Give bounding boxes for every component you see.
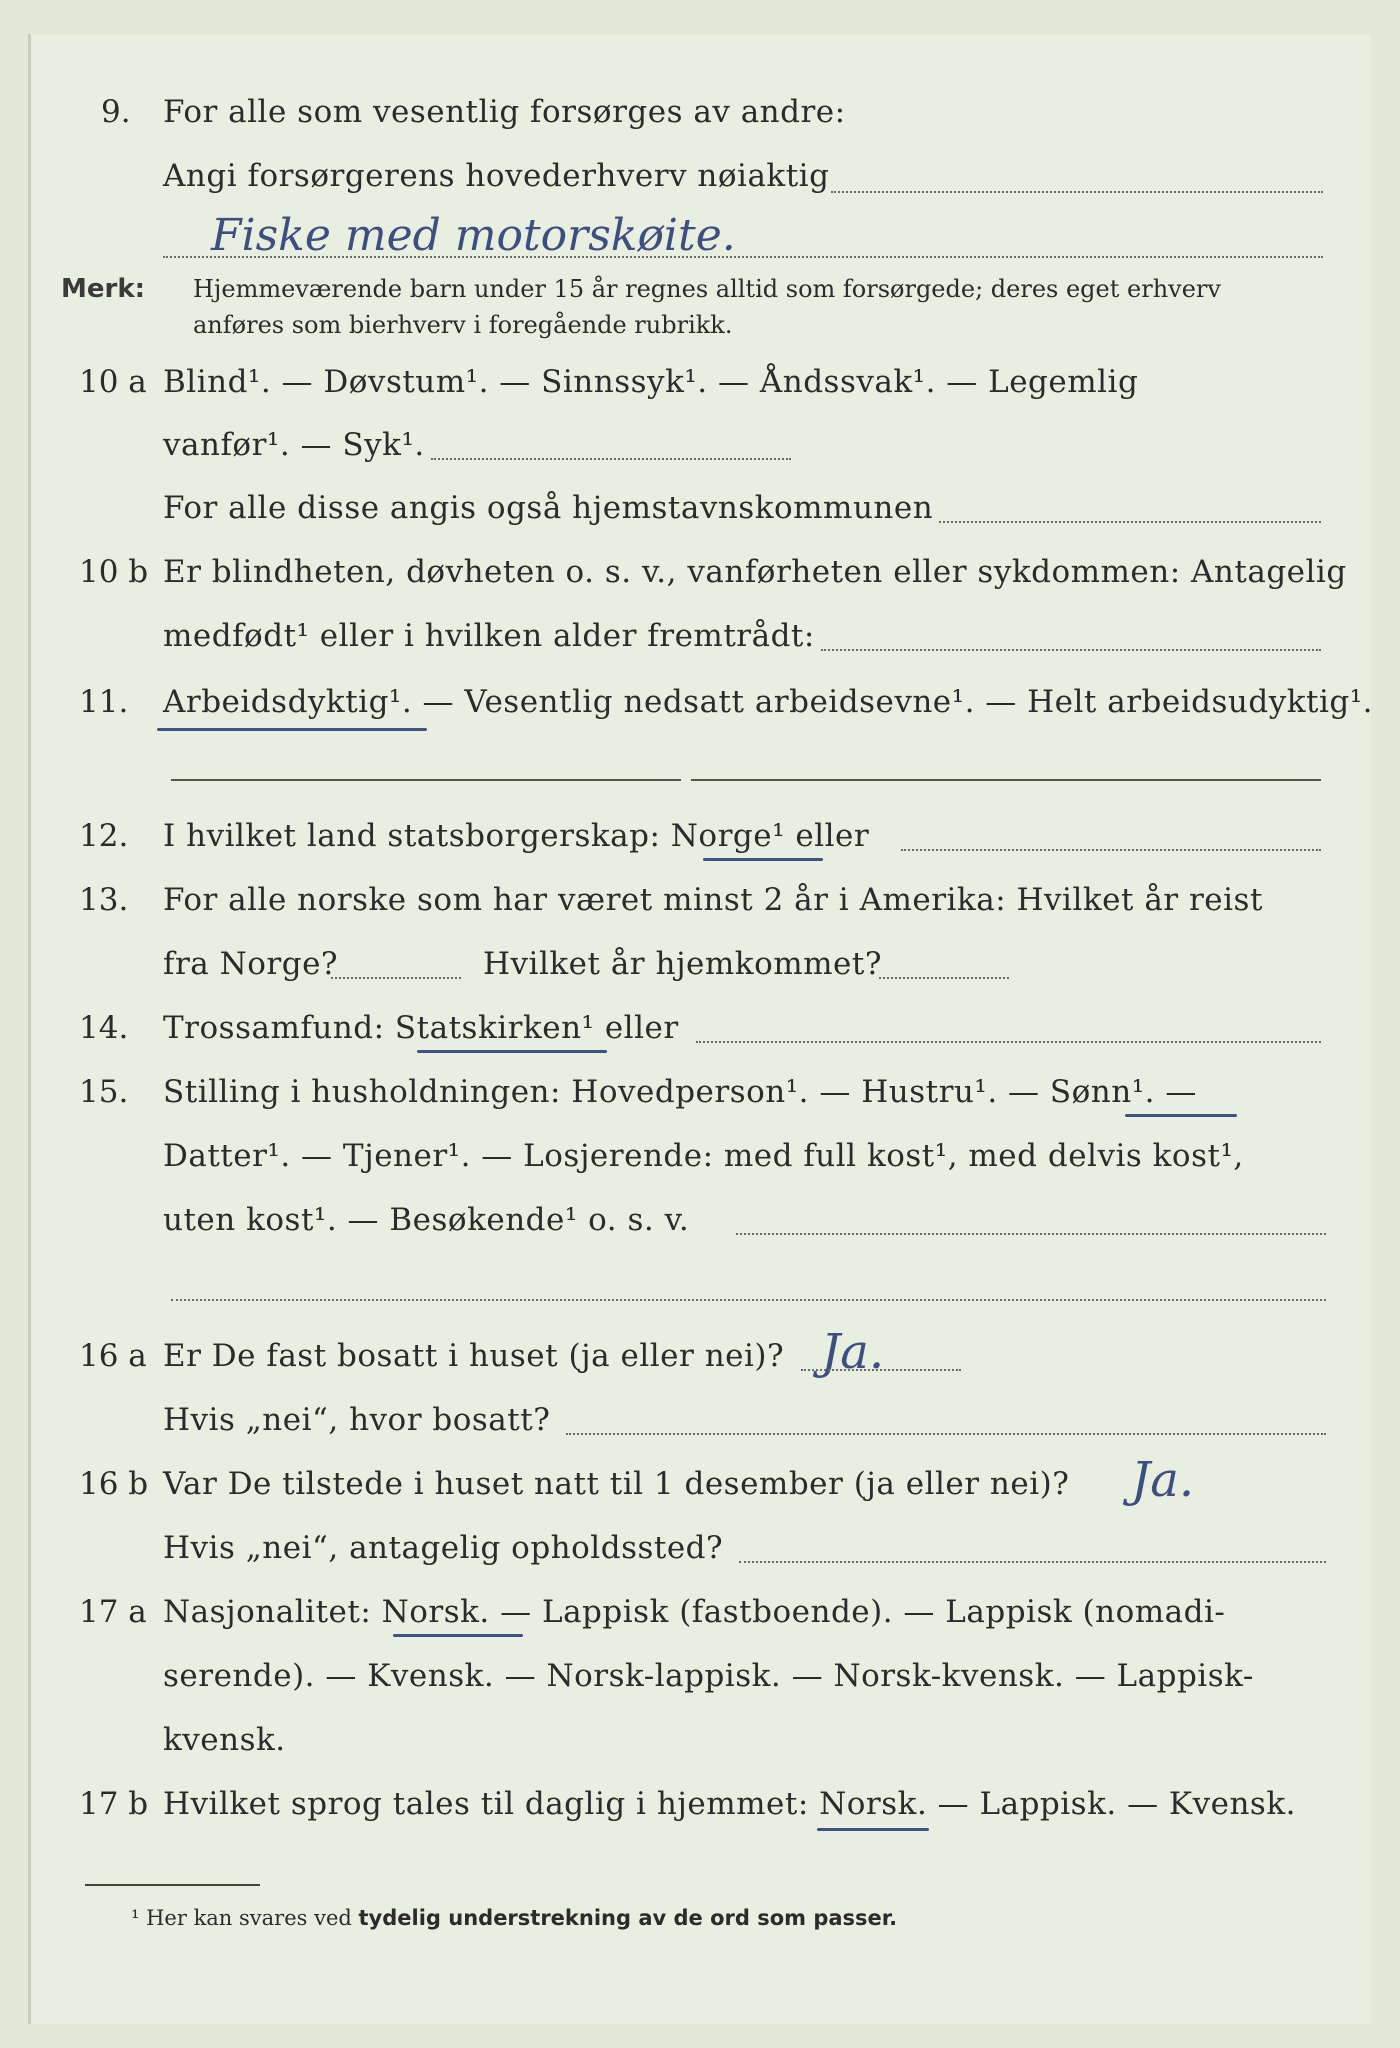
footnote-mark: ¹ bbox=[131, 1906, 140, 1930]
question-9-number: 9. bbox=[101, 94, 131, 130]
question-12-number: 12. bbox=[79, 818, 129, 854]
answer-line bbox=[879, 977, 1009, 979]
question-11-number: 11. bbox=[79, 684, 129, 720]
answer-line bbox=[696, 1041, 1321, 1043]
answer-line bbox=[901, 849, 1321, 851]
question-13-number: 13. bbox=[79, 882, 129, 918]
question-14-number: 14. bbox=[79, 1010, 129, 1046]
answer-line bbox=[163, 256, 1323, 258]
question-15-line1: Stilling i husholdningen: Hovedperson¹. — Hustru¹. — Sønn¹. — bbox=[163, 1074, 1197, 1110]
answer-line bbox=[736, 1233, 1326, 1235]
answer-line bbox=[331, 977, 461, 979]
answer-line bbox=[171, 779, 681, 781]
ink-underline-norsk bbox=[393, 1634, 523, 1637]
question-16b-line1: Var De tilstede i huset natt til 1 desember (ja eller nei)? bbox=[163, 1466, 1070, 1502]
question-10b-number: 10 b bbox=[79, 554, 149, 590]
answer-line bbox=[939, 521, 1321, 523]
ink-underline-norsk-sprog bbox=[817, 1828, 929, 1831]
question-15-number: 15. bbox=[79, 1074, 129, 1110]
answer-line bbox=[566, 1433, 1326, 1435]
answer-line bbox=[821, 649, 1321, 651]
footnote bbox=[131, 1906, 897, 1930]
question-13-line1: For alle norske som har været minst 2 år i Amerika: Hvilket år reist bbox=[163, 882, 1263, 918]
ink-underline-statskirken bbox=[417, 1050, 607, 1053]
census-form-page bbox=[28, 34, 1374, 2024]
question-17b-line1: Hvilket sprog tales til daglig i hjemmet: Norsk. — Lappisk. — Kvensk. bbox=[163, 1786, 1296, 1822]
answer-line bbox=[431, 458, 791, 460]
question-10a-line3: For alle disse angis også hjemstavnskommunen bbox=[163, 490, 934, 526]
question-16a-line1: Er De fast bosatt i huset (ja eller nei)? bbox=[163, 1338, 785, 1374]
question-11-line1: Arbeidsdyktig¹. — Vesentlig nedsatt arbeidsevne¹. — Helt arbeidsudyktig¹. bbox=[163, 684, 1374, 720]
ink-underline-norge bbox=[703, 858, 823, 861]
answer-line bbox=[831, 191, 1323, 193]
answer-line bbox=[801, 1369, 961, 1371]
question-13-line2b: Hvilket år hjemkommet? bbox=[483, 946, 882, 982]
question-17a-line3: kvensk. bbox=[163, 1722, 286, 1758]
merk-line1: Hjemmeværende barn under 15 år regnes alltid som forsørgede; deres eget erhverv bbox=[193, 275, 1221, 303]
question-15-line2: Datter¹. — Tjener¹. — Losjerende: med full kost¹, med delvis kost¹, bbox=[163, 1138, 1244, 1174]
question-10b-line2: medfødt¹ eller i hvilken alder fremtrådt: bbox=[163, 618, 815, 654]
question-16b-number: 16 b bbox=[79, 1466, 149, 1502]
handwritten-answer-16b: Ja. bbox=[1131, 1452, 1195, 1508]
ink-underline-sonn bbox=[1125, 1114, 1237, 1117]
merk-label: Merk: bbox=[61, 274, 146, 304]
question-10a-line2: vanfør¹. — Syk¹. bbox=[163, 427, 425, 463]
merk-line2: anføres som bierhverv i foregående rubrikk. bbox=[193, 311, 733, 339]
answer-line bbox=[691, 779, 1321, 781]
answer-line bbox=[171, 1299, 1326, 1301]
question-10a-number: 10 a bbox=[79, 364, 147, 400]
question-15-line3: uten kost¹. — Besøkende¹ o. s. v. bbox=[163, 1202, 690, 1238]
question-9-line2: Angi forsørgerens hovederhverv nøiaktig bbox=[163, 158, 830, 194]
question-13-line2a: fra Norge? bbox=[163, 946, 339, 982]
handwritten-answer-16a: Ja. bbox=[821, 1324, 885, 1380]
question-17a-line2: serende). — Kvensk. — Norsk-lappisk. — Norsk-kvensk. — Lappisk- bbox=[163, 1658, 1254, 1694]
footnote-separator bbox=[85, 1884, 260, 1886]
question-16a-line2: Hvis „nei“, hvor bosatt? bbox=[163, 1402, 551, 1438]
question-16b-line2: Hvis „nei“, antagelig opholdssted? bbox=[163, 1530, 724, 1566]
question-16a-number: 16 a bbox=[79, 1338, 147, 1374]
footnote-text: Her kan svares ved bbox=[146, 1906, 352, 1930]
question-17a-line1: Nasjonalitet: Norsk. — Lappisk (fastboende). — Lappisk (nomadi- bbox=[163, 1594, 1226, 1630]
handwritten-answer-9: Fiske med motorskøite. bbox=[211, 210, 736, 261]
question-12-line1: I hvilket land statsborgerskap: Norge¹ eller bbox=[163, 818, 870, 854]
question-17a-number: 17 a bbox=[79, 1594, 147, 1630]
question-10b-line1: Er blindheten, døvheten o. s. v., vanførheten eller sykdommen: Antagelig bbox=[163, 554, 1347, 590]
question-14-line1: Trossamfund: Statskirken¹ eller bbox=[163, 1010, 679, 1046]
question-10a-line1: Blind¹. — Døvstum¹. — Sinnssyk¹. — Åndssvak¹. — Legemlig bbox=[163, 364, 1139, 400]
ink-underline-arbeidsdyktig bbox=[157, 728, 427, 731]
answer-line bbox=[739, 1561, 1326, 1563]
question-9-line1: For alle som vesentlig forsørges av andre: bbox=[163, 94, 846, 130]
footnote-bold-text: tydelig understrekning av de ord som passer. bbox=[358, 1906, 898, 1930]
question-17b-number: 17 b bbox=[79, 1786, 149, 1822]
